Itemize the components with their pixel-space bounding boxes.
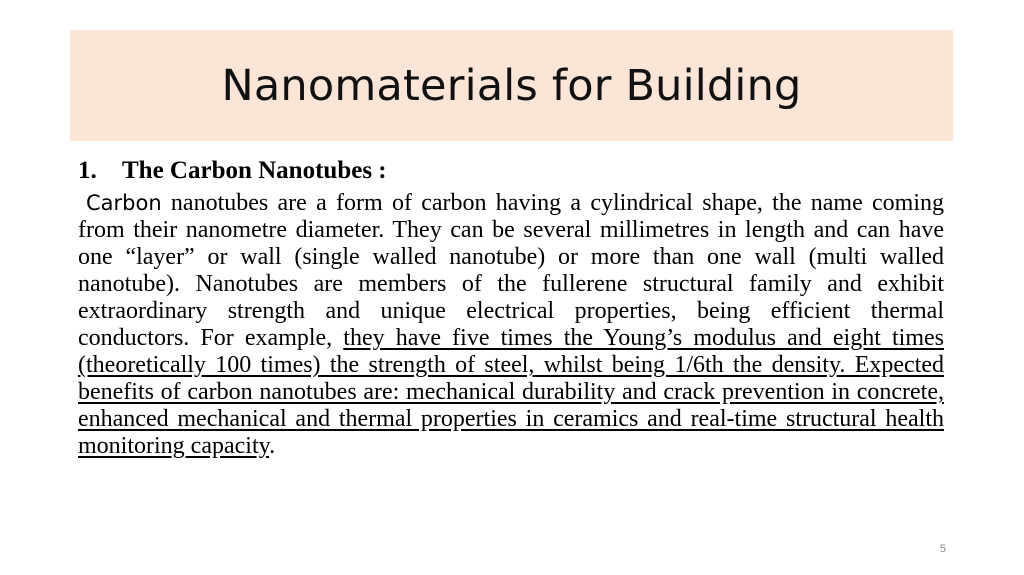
body-end-punct: .: [269, 433, 276, 459]
title-banner: [70, 30, 953, 141]
body-underlined-text: they have five times the Young’s modulus and eight times (theoretically 100 times) the strength of steel, whilst being 1/6th the density. Expected benefits of carbon nanotubes are: mechanical durability and crack prevention in concrete, enhanced mechanical and thermal properties in ceramics and real-time structural health monitoring capacity: [78, 325, 944, 459]
heading-number: 1.: [78, 157, 97, 184]
page-number: 5: [939, 543, 946, 555]
slide-title: Nanomaterials for Building: [221, 60, 802, 111]
section-heading: [78, 152, 944, 190]
slide-content: [78, 152, 944, 460]
heading-text: The Carbon Nanotubes :: [122, 157, 387, 184]
body-plain-text: nanotubes are a form of carbon having a cylindrical shape, the name coming from their nanometre diameter. They can be several millimetres in length and can have one “layer” or wall (single walled nanotube) or more than one wall (multi walled nanotube). Nanotubes are members of the fullerene structural family and exhibit extraordinary strength and unique electrical properties, being efficient thermal conductors. For example,: [78, 190, 944, 351]
lead-word: Carbon: [86, 191, 162, 215]
body-paragraph: [78, 190, 944, 460]
